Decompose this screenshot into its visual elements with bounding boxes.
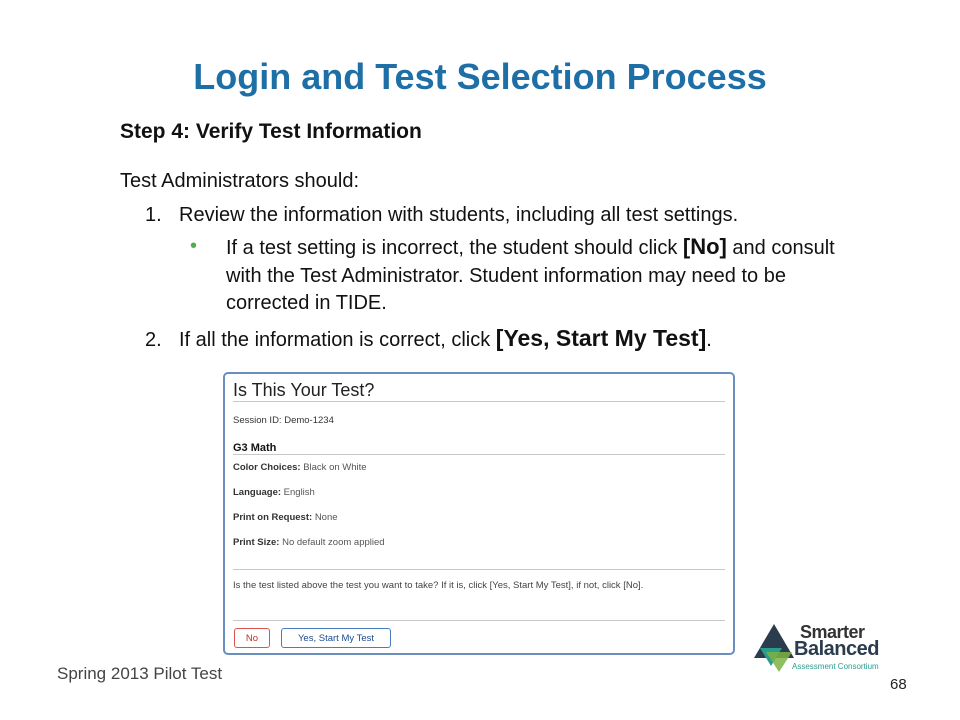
logo-tagline: Assessment Consortium (792, 662, 879, 671)
list-item-1 (145, 202, 738, 228)
test-confirmation-dialog (223, 372, 735, 655)
list-number: 2. (145, 329, 162, 351)
dialog-title: Is This Your Test? (233, 380, 375, 400)
smarter-balanced-logo (752, 622, 912, 676)
logo-word-balanced: Balanced (794, 638, 879, 660)
divider (233, 401, 725, 402)
setting-row (233, 537, 385, 548)
setting-row (233, 462, 367, 473)
setting-label: Language: (233, 487, 282, 498)
session-id-text: Session ID: Demo-1234 (233, 415, 334, 426)
page-number: 68 (890, 676, 907, 693)
setting-value: Black on White (303, 462, 367, 473)
list-item-2 (145, 325, 712, 353)
list-item-text-c: . (706, 329, 712, 351)
bullet-text (226, 233, 870, 318)
bullet-no-label: [No] (682, 234, 727, 259)
setting-value: English (283, 487, 315, 498)
list-item-text: Review the information with students, including all test settings. (179, 204, 739, 226)
bullet-text-a: If a test setting is incorrect, the student should click (226, 237, 683, 259)
setting-value: None (314, 512, 338, 523)
step-heading: Step 4: Verify Test Information (120, 120, 422, 143)
intro-text: Test Administrators should: (120, 170, 359, 192)
session-id (233, 415, 334, 426)
divider (233, 569, 725, 570)
footer-text: Spring 2013 Pilot Test (57, 664, 223, 683)
bullet-dot-icon: • (190, 235, 198, 257)
setting-row (233, 487, 315, 498)
setting-label: Color Choices: (233, 462, 301, 473)
confirmation-question: Is the test listed above the test you want to take? If it is, click [Yes, Start My Test], if not, click [No]. (233, 580, 644, 591)
divider (233, 454, 725, 455)
list-number: 1. (145, 204, 162, 226)
setting-label: Print on Request: (233, 512, 313, 523)
list-item-yes-label: [Yes, Start My Test] (495, 325, 707, 351)
slide-title: Login and Test Selection Process (193, 56, 767, 97)
setting-row (233, 512, 338, 523)
test-name: G3 Math (233, 442, 277, 454)
setting-label: Print Size: (233, 537, 280, 548)
triangle-logo-icon (752, 622, 796, 674)
logo-word-smarter: Smarter (800, 622, 865, 642)
setting-value: No default zoom applied (282, 537, 385, 548)
bullet-text-c: and consult with the Test Administrator. Student information may need to be corrected in TIDE. (226, 237, 835, 314)
bullet-item (190, 233, 870, 318)
list-item-text-a: If all the information is correct, click (179, 329, 496, 351)
divider (233, 620, 725, 621)
yes-start-my-test-button[interactable]: Yes, Start My Test (281, 628, 391, 648)
no-button[interactable]: No (234, 628, 270, 648)
